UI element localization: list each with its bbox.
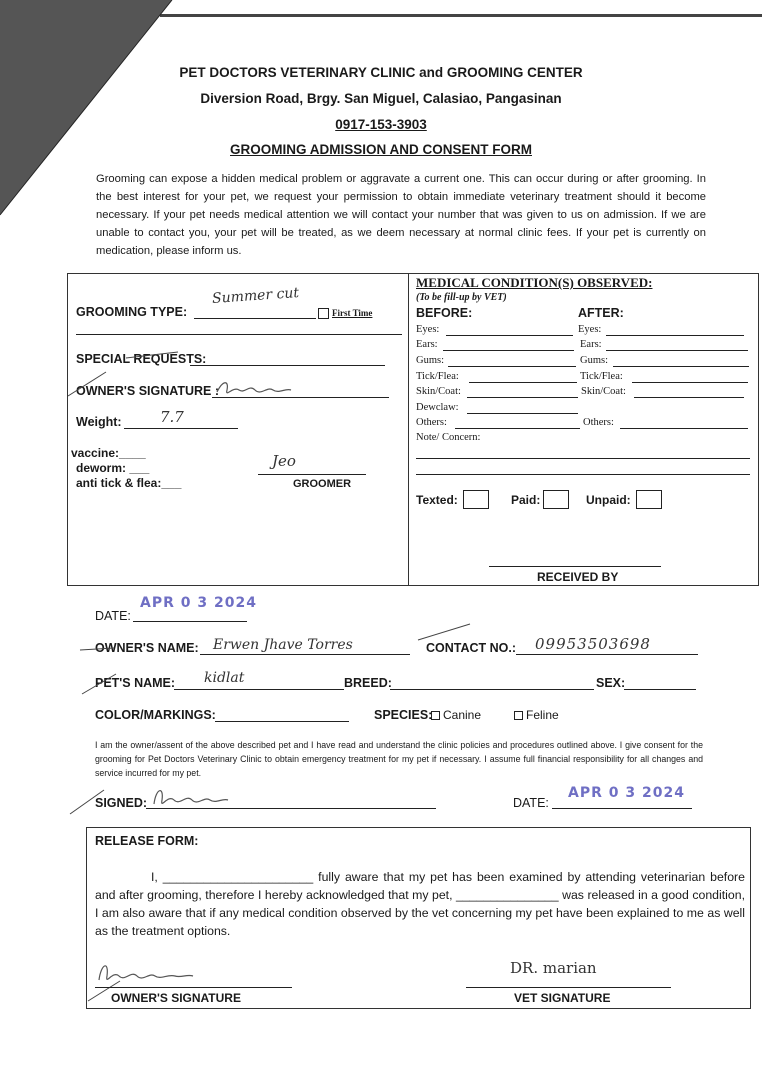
grooming-type-label: GROOMING TYPE: bbox=[76, 305, 188, 319]
sex-line bbox=[624, 689, 696, 690]
before-line bbox=[467, 413, 578, 414]
after-line bbox=[632, 382, 748, 383]
before-label: BEFORE: bbox=[416, 306, 473, 320]
after-item: Ears: bbox=[580, 339, 602, 350]
first-time-option[interactable] bbox=[318, 308, 372, 319]
deworm-label: deworm: ___ bbox=[76, 461, 150, 475]
feline-option[interactable] bbox=[514, 708, 559, 722]
pet-name-label: PET'S NAME: bbox=[95, 676, 176, 690]
before-item: Tick/Flea: bbox=[416, 371, 459, 382]
box-divider bbox=[408, 273, 409, 585]
before-item: Gums: bbox=[416, 355, 445, 366]
date-label: DATE: bbox=[95, 609, 131, 623]
weight-value[interactable]: 7.7 bbox=[160, 408, 184, 426]
signed-date-line bbox=[552, 808, 692, 809]
vet-sig-label: VET SIGNATURE bbox=[514, 991, 611, 1005]
before-item: Skin/Coat: bbox=[416, 386, 461, 397]
contact-line bbox=[516, 654, 698, 655]
after-line bbox=[606, 350, 748, 351]
special-requests-line bbox=[190, 365, 385, 366]
groomer-line bbox=[258, 474, 366, 475]
after-line bbox=[634, 397, 744, 398]
breed-line bbox=[390, 689, 594, 690]
note-label: Note/ Concern: bbox=[416, 432, 481, 443]
before-item: Eyes: bbox=[416, 324, 440, 335]
page-top-edge bbox=[160, 14, 762, 17]
sex-label: SEX: bbox=[596, 676, 626, 690]
before-line bbox=[469, 382, 577, 383]
note-line-1 bbox=[416, 458, 750, 459]
weight-label: Weight: bbox=[76, 415, 122, 429]
owner-name-label: OWNER'S NAME: bbox=[95, 641, 199, 655]
feline-checkbox[interactable] bbox=[514, 711, 523, 720]
date-stamp[interactable]: APR 0 3 2024 bbox=[140, 595, 257, 611]
paid-label: Paid: bbox=[511, 493, 541, 507]
before-line bbox=[448, 366, 576, 367]
received-by-line bbox=[489, 566, 661, 567]
owner-release-sig-line bbox=[95, 987, 292, 988]
owner-release-sig-label: OWNER'S SIGNATURE bbox=[111, 991, 241, 1005]
grooming-type-value[interactable]: Summer cut bbox=[211, 284, 300, 308]
color-line bbox=[215, 721, 349, 722]
received-by-label: RECEIVED BY bbox=[537, 570, 619, 584]
canine-option[interactable] bbox=[431, 708, 481, 722]
groomer-label: GROOMER bbox=[293, 478, 352, 490]
grooming-type-line-2 bbox=[76, 334, 402, 335]
anti-tick-label: anti tick & flea:___ bbox=[76, 476, 182, 490]
before-line bbox=[443, 350, 574, 351]
pet-name-line bbox=[174, 689, 344, 690]
signed-label: SIGNED: bbox=[95, 796, 148, 810]
first-time-label: First Time bbox=[332, 308, 373, 318]
clinic-address: Diversion Road, Brgy. San Miguel, Calasiao, Pangasinan bbox=[200, 91, 562, 106]
vaccine-label: vaccine:____ bbox=[71, 446, 146, 460]
grooming-type-line bbox=[194, 318, 316, 319]
strike-mark bbox=[68, 784, 108, 818]
release-paragraph: I, ______________________ fully aware that my pet has been examined by attending veterinarian before and after grooming, therefore I hereby acknowledged that my pet, _______________ was released in a good condition, I am also aware that if any medical condition observed by the vet concerning my pet have been explained to me as well as the treatment options. bbox=[95, 870, 745, 938]
before-line bbox=[455, 428, 580, 429]
main-box bbox=[67, 273, 759, 586]
consent-paragraph: I am the owner/assent of the above described pet and I have read and understand the clinic policies and procedures outlined above. I give consent for the grooming for Pet Doctors Veterinary Clinic to obtain emergency treatment for my pet if necessary. I assume full financial responsibility for all changes and service incurred for my pet. bbox=[95, 740, 703, 778]
paid-box[interactable] bbox=[543, 490, 569, 509]
first-time-checkbox[interactable] bbox=[318, 308, 329, 319]
before-item: Others: bbox=[416, 417, 447, 428]
contact-label: CONTACT NO.: bbox=[426, 641, 517, 655]
note-line-2 bbox=[416, 474, 750, 475]
vet-signature: DR. marian bbox=[510, 959, 597, 977]
texted-box[interactable] bbox=[463, 490, 489, 509]
before-line bbox=[467, 397, 578, 398]
form-title: GROOMING ADMISSION AND CONSENT FORM bbox=[230, 142, 532, 157]
color-label: COLOR/MARKINGS: bbox=[95, 708, 216, 722]
signed-date-stamp[interactable]: APR 0 3 2024 bbox=[568, 785, 685, 801]
breed-label: BREED: bbox=[344, 676, 392, 690]
after-item: Gums: bbox=[580, 355, 609, 366]
pet-name-value[interactable]: kidlat bbox=[204, 670, 245, 686]
medical-subtitle: (To be fill-up by VET) bbox=[416, 292, 507, 303]
clinic-phone: 0917-153-3903 bbox=[335, 117, 427, 132]
groomer-signature: Jeo bbox=[272, 452, 296, 470]
before-line bbox=[446, 335, 573, 336]
before-item: Dewclaw: bbox=[416, 402, 459, 413]
medical-title: MEDICAL CONDITION(S) OBSERVED: bbox=[416, 275, 653, 290]
unpaid-box[interactable] bbox=[636, 490, 662, 509]
owner-signature-scribble bbox=[215, 378, 295, 400]
after-label: AFTER: bbox=[578, 306, 624, 320]
after-line bbox=[606, 335, 744, 336]
canine-checkbox[interactable] bbox=[431, 711, 440, 720]
strike-mark bbox=[80, 668, 120, 698]
after-item: Tick/Flea: bbox=[580, 371, 623, 382]
intro-paragraph: Grooming can expose a hidden medical problem or aggravate a current one. This can occur during or after grooming. In the best interest for your pet, we request your permission to obtain immediate veterinary treatment should it become necessary. If your pet needs medical attention we will contact your number that was given to us on admission. If we are unable to contact you, your pet will be treated, as we deem necessary at normal clinic fees. If your pet is currently on medication, please inform us. bbox=[96, 173, 706, 257]
owner-name-value[interactable]: Erwen Jhave Torres bbox=[213, 637, 353, 653]
owner-signature-label: OWNER'S SIGNATURE : bbox=[76, 384, 220, 398]
after-item: Others: bbox=[583, 417, 614, 428]
texted-label: Texted: bbox=[416, 493, 458, 507]
feline-label: Feline bbox=[526, 708, 559, 722]
strike-mark bbox=[78, 620, 478, 660]
strike-mark bbox=[66, 350, 186, 400]
after-item: Eyes: bbox=[578, 324, 602, 335]
signed-signature-scribble bbox=[150, 784, 230, 812]
canine-label: Canine bbox=[443, 708, 482, 722]
before-item: Ears: bbox=[416, 339, 438, 350]
vet-sig-line bbox=[466, 987, 671, 988]
signed-date-label: DATE: bbox=[513, 796, 549, 810]
clinic-name: PET DOCTORS VETERINARY CLINIC and GROOMING CENTER bbox=[179, 65, 583, 80]
after-line bbox=[613, 366, 749, 367]
weight-line bbox=[124, 428, 238, 429]
special-requests-label: SPECIAL REQUESTS: bbox=[76, 352, 207, 366]
unpaid-label: Unpaid: bbox=[586, 493, 631, 507]
species-label: SPECIES: bbox=[374, 708, 433, 722]
contact-value[interactable]: 09953503698 bbox=[535, 635, 651, 653]
after-line bbox=[620, 428, 748, 429]
release-title: RELEASE FORM: bbox=[95, 834, 199, 848]
after-item: Skin/Coat: bbox=[581, 386, 626, 397]
